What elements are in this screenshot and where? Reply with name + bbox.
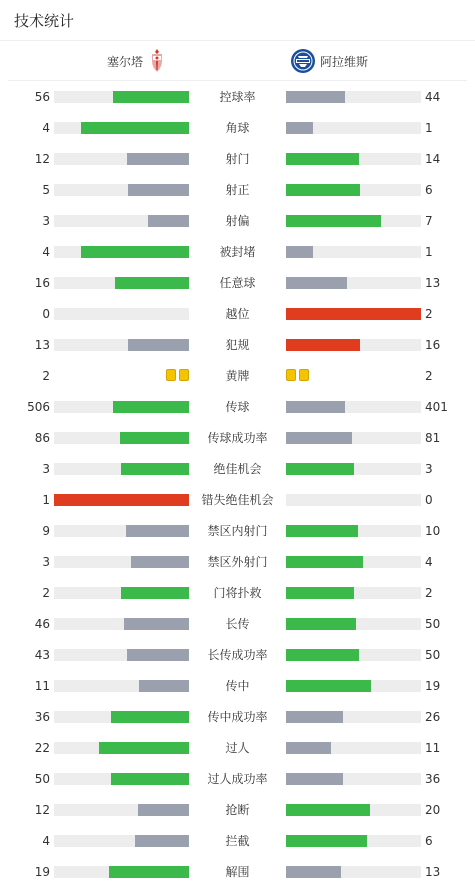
- stat-row: [0, 520, 475, 551]
- stat-label: 门将扑救: [213, 586, 262, 600]
- away-value: 401: [425, 400, 448, 414]
- away-bar: [286, 649, 359, 661]
- stat-row: [0, 179, 475, 210]
- teams-header: [0, 46, 475, 76]
- home-bar-track: [54, 680, 189, 692]
- away-value: 1: [425, 245, 433, 259]
- away-bar: [286, 339, 360, 351]
- alaves-crest-icon: [290, 48, 316, 74]
- stat-row: [0, 148, 475, 179]
- home-bar: [111, 711, 189, 723]
- away-bar: [286, 122, 313, 134]
- away-bar-track: [286, 308, 421, 320]
- stat-row: [0, 427, 475, 458]
- away-bar: [286, 835, 367, 847]
- home-bar: [131, 556, 189, 568]
- home-team-name: 塞尔塔: [106, 54, 143, 69]
- stat-label: 错失绝佳机会: [201, 493, 274, 507]
- home-bar-track: [54, 215, 189, 227]
- home-bar: [124, 618, 189, 630]
- away-yellow-cards: [286, 369, 309, 381]
- stat-label: 射偏: [225, 214, 250, 228]
- home-bar-track: [54, 401, 189, 413]
- home-value: 11: [34, 679, 50, 693]
- away-value: 4: [425, 555, 433, 569]
- stat-label: 传中: [225, 679, 250, 693]
- home-bar-track: [54, 742, 189, 754]
- away-bar-track: [286, 463, 421, 475]
- stat-row: [0, 86, 475, 117]
- away-value: 26: [425, 710, 441, 724]
- away-bar-track: [286, 153, 421, 165]
- stat-row: [0, 830, 475, 861]
- stat-row: [0, 551, 475, 582]
- away-bar-track: [286, 804, 421, 816]
- away-value: 36: [425, 772, 441, 786]
- away-bar: [286, 432, 352, 444]
- away-value: 2: [425, 307, 433, 321]
- away-value: 10: [425, 524, 441, 538]
- stat-row: [0, 272, 475, 303]
- home-bar-track: [54, 246, 189, 258]
- away-bar-track: [286, 711, 421, 723]
- home-bar-track: [54, 432, 189, 444]
- stat-row: [0, 365, 475, 396]
- home-value: 4: [42, 245, 50, 259]
- away-bar-track: [286, 649, 421, 661]
- stat-label: 犯规: [225, 338, 250, 352]
- away-value: 0: [425, 493, 433, 507]
- home-value: 16: [34, 276, 50, 290]
- away-bar-track: [286, 587, 421, 599]
- home-value: 5: [42, 183, 50, 197]
- home-team[interactable]: [107, 46, 165, 76]
- away-value: 3: [425, 462, 433, 476]
- yellow-card-icon: [166, 369, 176, 381]
- home-bar: [148, 215, 189, 227]
- away-bar-track: [286, 215, 421, 227]
- home-bar: [113, 91, 189, 103]
- away-value: 81: [425, 431, 441, 445]
- stat-row: [0, 334, 475, 365]
- page-title: 技术统计: [14, 12, 75, 30]
- away-value: 19: [425, 679, 441, 693]
- home-value: 2: [42, 369, 50, 383]
- home-bar-track: [54, 525, 189, 537]
- away-bar-track: [286, 122, 421, 134]
- away-value: 14: [425, 152, 441, 166]
- celta-crest-icon: [149, 48, 165, 74]
- away-bar-track: [286, 525, 421, 537]
- away-bar-track: [286, 773, 421, 785]
- home-value: 56: [34, 90, 50, 104]
- away-bar: [286, 91, 345, 103]
- home-value: 3: [42, 214, 50, 228]
- home-bar: [120, 432, 189, 444]
- stat-row: [0, 241, 475, 272]
- stat-row: [0, 582, 475, 613]
- home-bar: [128, 339, 189, 351]
- home-value: 22: [34, 741, 50, 755]
- away-value: 16: [425, 338, 441, 352]
- stat-label: 被封堵: [219, 245, 256, 259]
- header-divider: [0, 40, 475, 41]
- stat-label: 绝佳机会: [213, 462, 262, 476]
- away-bar-track: [286, 835, 421, 847]
- away-bar: [286, 804, 370, 816]
- home-bar-track: [54, 649, 189, 661]
- away-bar: [286, 587, 354, 599]
- home-bar-track: [54, 866, 189, 878]
- home-value: 3: [42, 555, 50, 569]
- stat-row: [0, 303, 475, 334]
- away-bar: [286, 742, 331, 754]
- home-bar-track: [54, 91, 189, 103]
- home-bar-track: [54, 122, 189, 134]
- home-bar: [109, 866, 189, 878]
- away-value: 50: [425, 648, 441, 662]
- away-value: 7: [425, 214, 433, 228]
- away-value: 44: [425, 90, 441, 104]
- home-value: 12: [34, 152, 50, 166]
- home-bar: [121, 587, 189, 599]
- home-bar: [81, 122, 189, 134]
- away-value: 2: [425, 369, 433, 383]
- away-bar: [286, 215, 381, 227]
- home-bar-track: [54, 308, 189, 320]
- home-bar-track: [54, 277, 189, 289]
- away-bar: [286, 711, 343, 723]
- away-value: 6: [425, 183, 433, 197]
- home-bar-track: [54, 556, 189, 568]
- away-bar-track: [286, 184, 421, 196]
- stat-row: [0, 210, 475, 241]
- away-bar-track: [286, 866, 421, 878]
- away-bar-track: [286, 91, 421, 103]
- away-bar: [286, 463, 354, 475]
- away-value: 11: [425, 741, 441, 755]
- stat-label: 抢断: [225, 803, 250, 817]
- away-bar: [286, 153, 359, 165]
- home-value: 46: [34, 617, 50, 631]
- home-value: 1: [42, 493, 50, 507]
- away-value: 13: [425, 276, 441, 290]
- away-value: 1: [425, 121, 433, 135]
- away-bar-track: [286, 432, 421, 444]
- home-bar-track: [54, 494, 189, 506]
- home-value: 9: [42, 524, 50, 538]
- stat-label: 角球: [225, 121, 250, 135]
- away-value: 13: [425, 865, 441, 879]
- yellow-card-icon: [286, 369, 296, 381]
- home-bar: [127, 649, 189, 661]
- away-bar: [286, 308, 421, 320]
- stat-row: [0, 861, 475, 892]
- home-bar: [128, 184, 189, 196]
- home-value: 43: [34, 648, 50, 662]
- away-value: 50: [425, 617, 441, 631]
- yellow-card-icon: [179, 369, 189, 381]
- home-bar: [135, 835, 189, 847]
- stat-label: 长传: [225, 617, 250, 631]
- stat-label: 过人: [225, 741, 250, 755]
- home-value: 506: [27, 400, 50, 414]
- stat-row: [0, 489, 475, 520]
- away-bar: [286, 525, 358, 537]
- away-value: 6: [425, 834, 433, 848]
- away-bar: [286, 401, 345, 413]
- stat-row: [0, 675, 475, 706]
- stat-label: 拦截: [225, 834, 250, 848]
- stat-row: [0, 706, 475, 737]
- home-bar: [99, 742, 189, 754]
- home-yellow-cards: [166, 369, 189, 381]
- stat-label: 越位: [225, 307, 250, 321]
- stat-label: 过人成功率: [207, 772, 268, 786]
- away-bar-track: [286, 277, 421, 289]
- stats-list: [0, 86, 475, 892]
- home-bar: [113, 401, 189, 413]
- away-bar: [286, 773, 343, 785]
- away-bar: [286, 184, 360, 196]
- stat-label: 任意球: [219, 276, 256, 290]
- home-value: 12: [34, 803, 50, 817]
- stat-label: 禁区外射门: [207, 555, 268, 569]
- home-bar-track: [54, 463, 189, 475]
- away-bar: [286, 246, 313, 258]
- away-bar: [286, 618, 356, 630]
- home-bar: [138, 804, 189, 816]
- home-bar: [111, 773, 189, 785]
- away-bar-track: [286, 401, 421, 413]
- home-bar: [121, 463, 189, 475]
- home-bar-track: [54, 153, 189, 165]
- home-value: 2: [42, 586, 50, 600]
- stat-label: 解围: [225, 865, 250, 879]
- stat-label: 禁区内射门: [207, 524, 268, 538]
- home-bar-track: [54, 835, 189, 847]
- home-value: 86: [34, 431, 50, 445]
- away-bar-track: [286, 742, 421, 754]
- home-bar-track: [54, 711, 189, 723]
- home-bar-track: [54, 804, 189, 816]
- teams-divider: [8, 80, 467, 81]
- stat-label: 控球率: [219, 90, 256, 104]
- stat-row: [0, 644, 475, 675]
- home-bar: [115, 277, 189, 289]
- away-value: 20: [425, 803, 441, 817]
- away-bar: [286, 556, 363, 568]
- home-value: 36: [34, 710, 50, 724]
- home-bar-track: [54, 339, 189, 351]
- home-bar-track: [54, 587, 189, 599]
- away-bar-track: [286, 618, 421, 630]
- stat-row: [0, 396, 475, 427]
- stat-label: 黄牌: [225, 369, 250, 383]
- away-bar: [286, 866, 341, 878]
- home-value: 3: [42, 462, 50, 476]
- home-bar-track: [54, 618, 189, 630]
- home-value: 50: [34, 772, 50, 786]
- stat-row: [0, 737, 475, 768]
- away-bar: [286, 277, 347, 289]
- stat-label: 长传成功率: [207, 648, 268, 662]
- home-value: 13: [34, 338, 50, 352]
- home-value: 4: [42, 834, 50, 848]
- away-bar-track: [286, 680, 421, 692]
- away-bar-track: [286, 246, 421, 258]
- away-bar-track: [286, 494, 421, 506]
- home-bar: [126, 525, 189, 537]
- stat-label: 射门: [225, 152, 250, 166]
- home-value: 4: [42, 121, 50, 135]
- stat-row: [0, 799, 475, 830]
- stat-label: 射正: [225, 183, 250, 197]
- stat-row: [0, 117, 475, 148]
- away-team-name: 阿拉维斯: [320, 54, 369, 69]
- home-value: 19: [34, 865, 50, 879]
- away-team[interactable]: [290, 46, 368, 76]
- stat-label: 传中成功率: [207, 710, 268, 724]
- stat-label: 传球: [225, 400, 250, 414]
- away-bar-track: [286, 339, 421, 351]
- stat-row: [0, 458, 475, 489]
- yellow-card-icon: [299, 369, 309, 381]
- stat-row: [0, 768, 475, 799]
- stat-row: [0, 613, 475, 644]
- home-bar: [54, 494, 189, 506]
- home-bar: [127, 153, 189, 165]
- away-bar: [286, 680, 371, 692]
- home-bar-track: [54, 184, 189, 196]
- home-bar: [139, 680, 189, 692]
- away-value: 2: [425, 586, 433, 600]
- home-value: 0: [42, 307, 50, 321]
- away-bar-track: [286, 556, 421, 568]
- stat-label: 传球成功率: [207, 431, 268, 445]
- home-bar-track: [54, 773, 189, 785]
- home-bar: [81, 246, 189, 258]
